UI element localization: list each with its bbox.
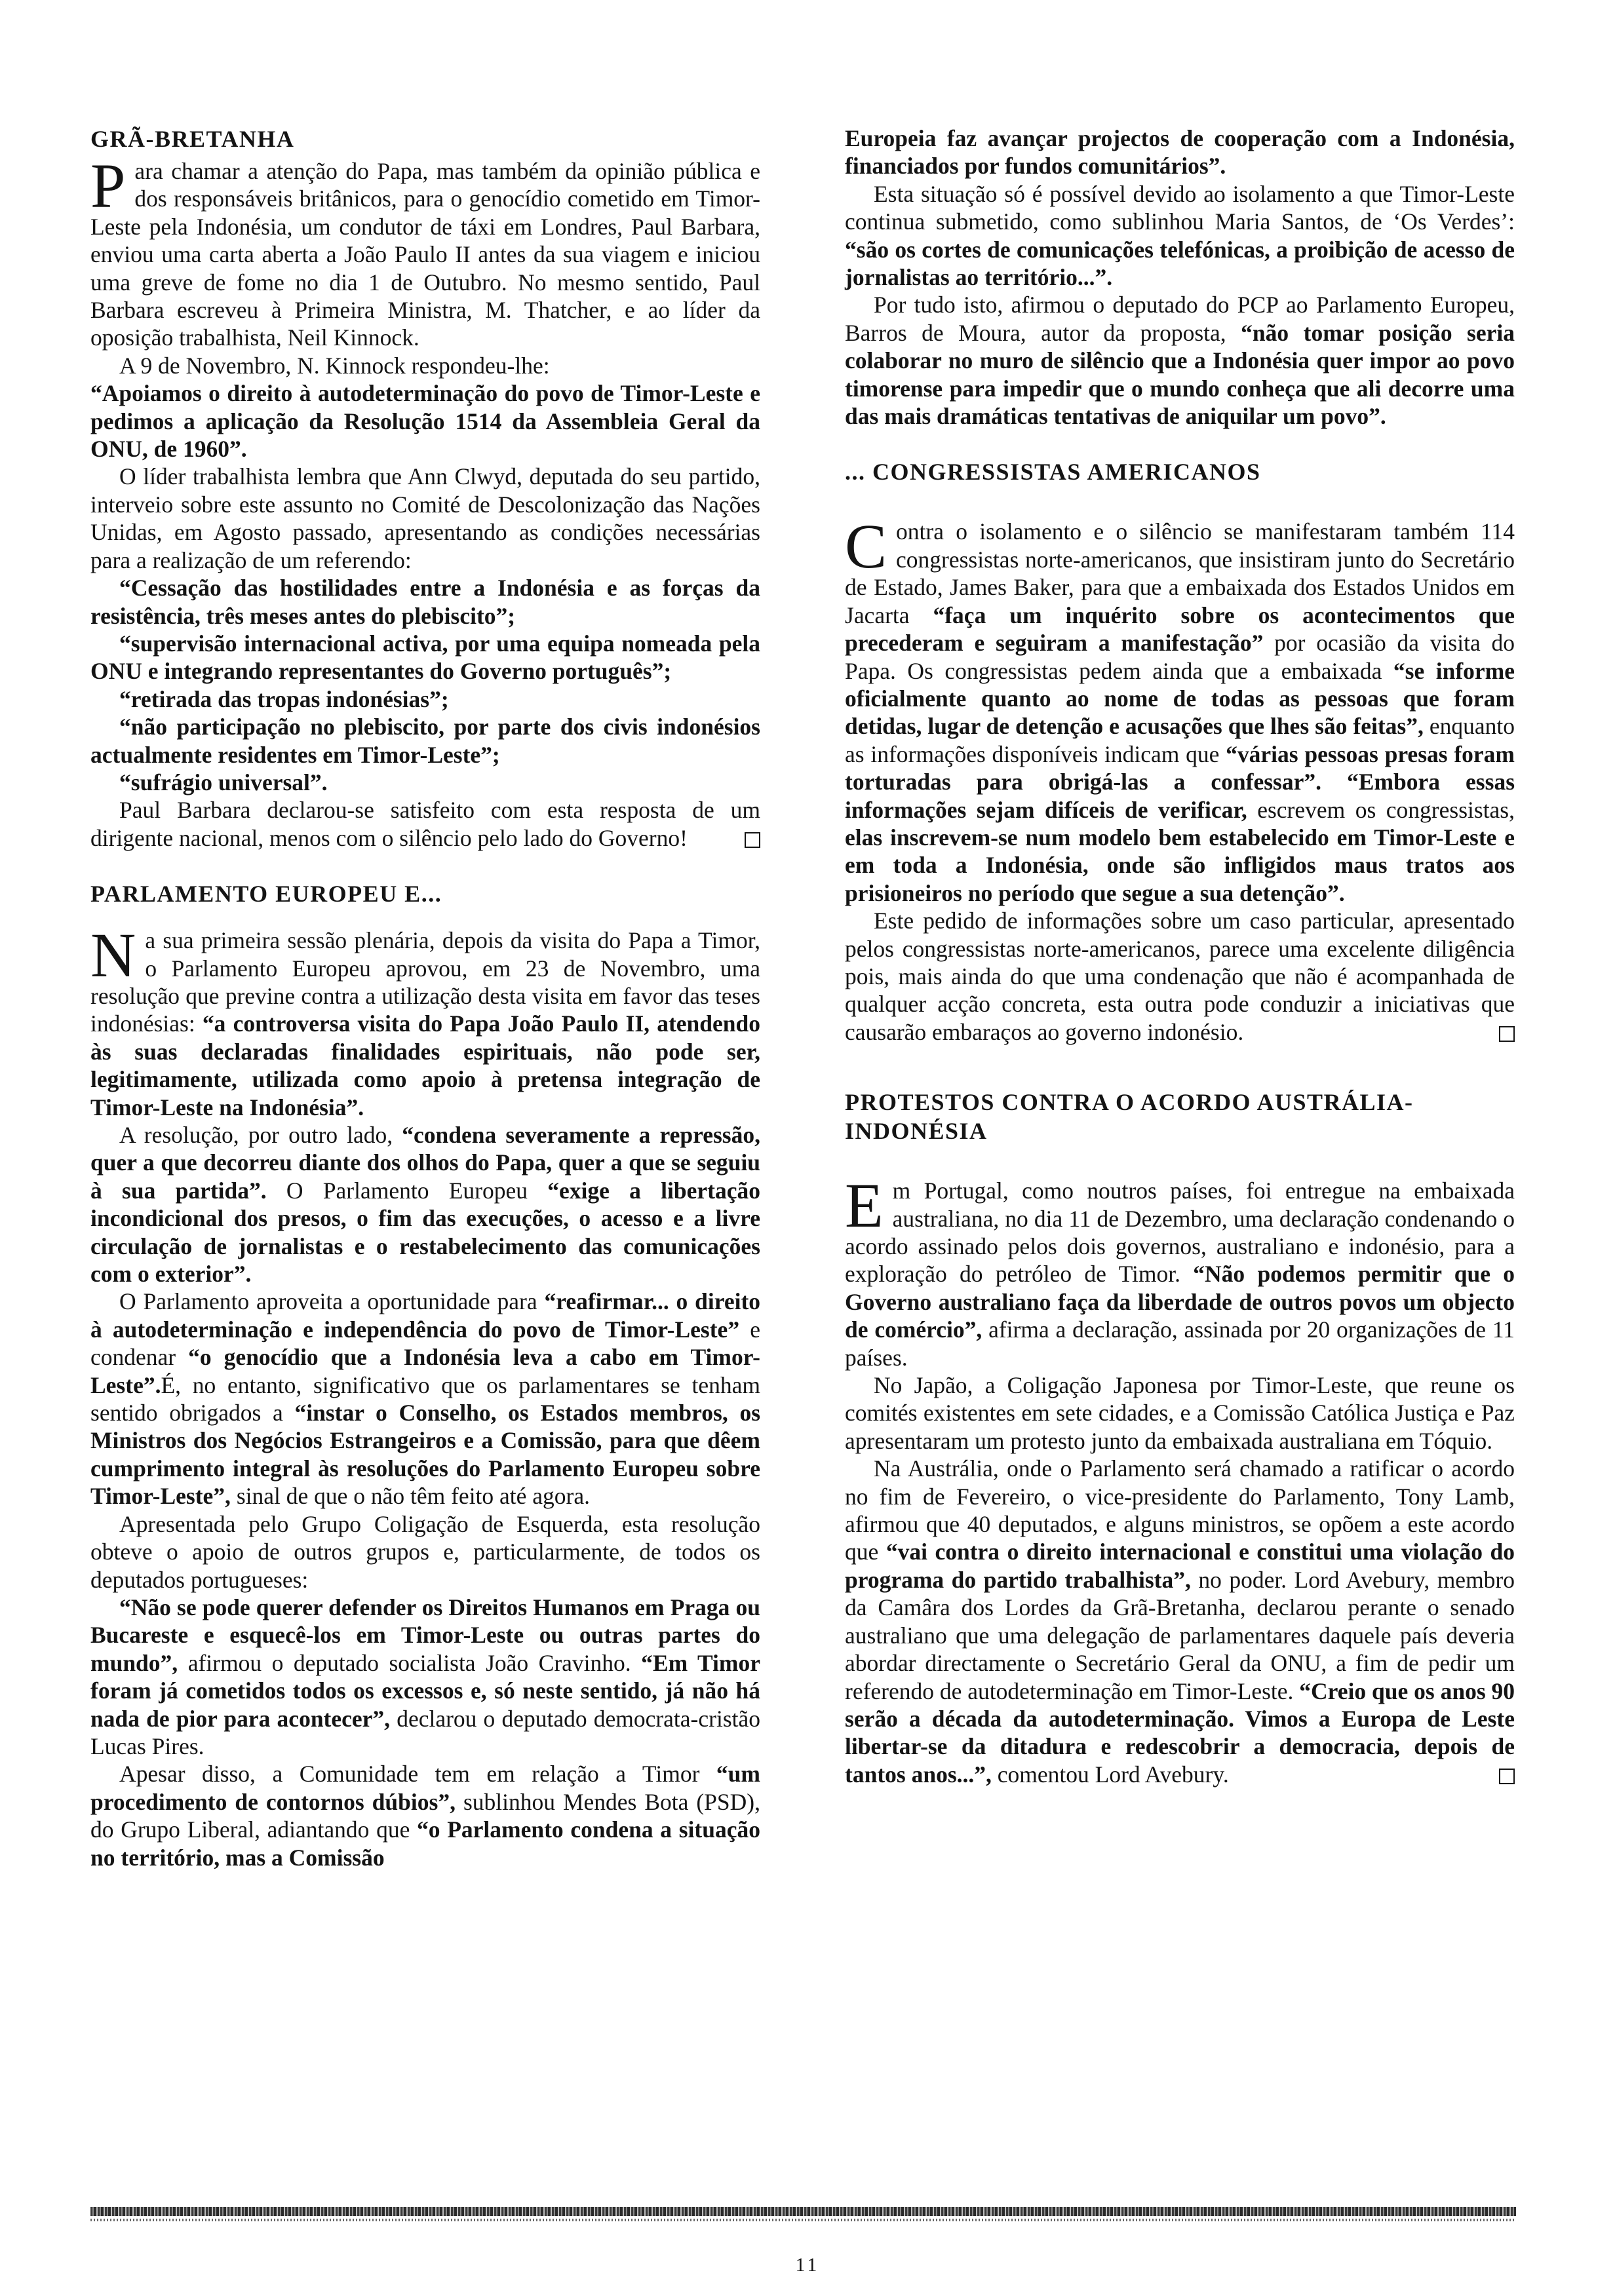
footer-decorative-rule — [90, 2207, 1516, 2216]
quote-item: “retirada das tropas indonésias”; — [119, 685, 449, 712]
paragraph: Apesar disso, a Comunidade tem em relação a Timor “um procedimento de contornos dúbios”, sublinhou Mendes Bota (PSD), do Grupo Liberal, adiantando que “o Parlamento condena a situação no território, mas a Comissão — [90, 1761, 760, 1871]
paragraph: Paul Barbara declarou-se satisfeito com esta resposta de um dirigente nacional, menos com o silêncio pelo lado do Governo! — [90, 797, 760, 851]
footer-decorative-rule-thin — [90, 2219, 1516, 2221]
paragraph-continued: Europeia faz avançar projectos de cooperação com a Indonésia, financiados por fundos comunitários”. — [845, 125, 1515, 180]
paragraph: Este pedido de informações sobre um caso particular, apresentado pelos congressistas norte-americanos, parece uma excelente diligência pois, mais ainda do que uma condenação que não é acompanhada de qualquer acção concreta, esta outra pode conduzir a iniciativas que causarão embaraços ao governo indonésio. — [845, 908, 1515, 1045]
paragraph: No Japão, a Coligação Japonesa por Timor-Leste, que reune os comités existentes em sete cidades, e a Comissão Católica Justiça e Paz apresentaram um protesto junto da embaixada australiana em Tóquio. — [845, 1372, 1515, 1454]
quote-item: “supervisão internacional activa, por uma equipa nomeada pela ONU e integrando representantes do Governo português”; — [90, 630, 760, 685]
paragraph: A 9 de Novembro, N. Kinnock respondeu-lhe: — [119, 352, 550, 379]
drop-cap: E — [845, 1170, 884, 1241]
end-mark-icon — [1499, 1026, 1515, 1042]
end-mark-icon — [1499, 1769, 1515, 1784]
drop-cap: P — [90, 151, 126, 221]
paragraph: Para chamar a atenção do Papa, mas também da opinião pública e dos responsáveis britânicos, para o genocídio cometido em Timor-Leste pela Indonésia, um condutor de táxi em Londres, Paul Barbara, enviou uma carta aberta a João Paulo II antes da sua viagem e iniciou uma greve de fome no dia 1 de Outubro. No mesmo sentido, Paul Barbara escreveu à Primeira Ministra, M. Thatcher, e ao líder da oposição trabalhista, Neil Kinnock. — [90, 151, 760, 351]
heading-gra-bretanha: GRÃ-BRETANHA — [90, 126, 295, 152]
page-number: 11 — [795, 2254, 820, 2276]
paragraph: O líder trabalhista lembra que Ann Clwyd, deputada do seu partido, interveio sobre este assunto no Comité de Descolonização das Nações Unidas, em Agosto passado, apresentando as condições necessárias para a realização de um referendo: — [90, 463, 760, 573]
heading-protestos: PROTESTOS CONTRA O ACORDO AUSTRÁLIA-INDONÉSIA — [845, 1089, 1414, 1145]
quote-paragraph: “Apoiamos o direito à autodeterminação do povo de Timor-Leste e pedimos a aplicação da Resolução 1514 da Assembleia Geral da ONU, de 1960”. — [90, 380, 760, 463]
paragraph: Na sua primeira sessão plenária, depois da visita do Papa a Timor, o Parlamento Europeu aprovou, em 23 de Novembro, uma resolução que previne contra a utilização desta visita em favor das teses indonésias: “a controversa visita do Papa João Paulo II, atendendo às suas declaradas finalidades espirituais, não pode ser, legitimamente, utilizada como apoio à pretensa integração de Timor-Leste na Indonésia”. — [90, 920, 761, 1120]
end-mark-icon — [745, 832, 760, 848]
drop-cap: C — [845, 511, 887, 582]
right-column — [845, 124, 1515, 1788]
heading-congressistas: ... CONGRESSISTAS AMERICANOS — [845, 459, 1261, 486]
quote-item: “sufrágio universal”. — [119, 769, 328, 795]
paragraph: Em Portugal, como noutros países, foi entregue na embaixada australiana, no dia 11 de Dezembro, uma declaração condenando o acordo assinado pelos dois governos, australiano e indonésio, para a exploração do petróleo de Timor. “Não podemos permitir que o Governo australiano faça da liberdade de outros povos um objecto de comércio”, afirma a declaração, assinada por 20 organizações de 11 países. — [845, 1170, 1515, 1371]
paragraph: Por tudo isto, afirmou o deputado do PCP ao Parlamento Europeu, Barros de Moura, autor da proposta, “não tomar posição seria colaborar no muro de silêncio que a Indonésia quer impor ao povo timorense para impedir que o mundo conheça que ali decorre uma das mais dramáticas tentativas de aniquilar um povo”. — [845, 292, 1515, 430]
paragraph: O Parlamento aproveita a oportunidade para “reafirmar... o direito à autodeterminação e independência do povo de Timor-Leste” e condenar “o genocídio que a Indonésia leva a cabo em Timor-Leste”.É, no entanto, significativo que os parlamentares se tenham sentido obrigados a “instar o Conselho, os Estados membros, os Ministros dos Negócios Estrangeiros e a Comissão, para que dêem cumprimento integral às resoluções do Parlamento Europeu sobre Timor-Leste”, sinal de que o não têm feito até agora. — [90, 1288, 761, 1510]
quote-item: “não participação no plebiscito, por parte dos civis indonésios actualmente residentes em Timor-Leste”; — [90, 714, 760, 768]
left-column — [90, 124, 760, 1871]
paragraph: Apresentada pelo Grupo Coligação de Esquerda, esta resolução obteve o apoio de outros grupos e, particularmente, de todos os deputados portugueses: — [90, 1510, 760, 1593]
quote-item: “Cessação das hostilidades entre a Indonésia e as forças da resistência, três meses antes do plebiscito”; — [90, 575, 760, 629]
paragraph: “Não se pode querer defender os Direitos Humanos em Praga ou Bucareste e esquecê-los em Timor-Leste ou outras partes do mundo”, afirmou o deputado socialista João Cravinho. “Em Timor foram já cometidos todos os excessos e, só neste sentido, já não há nada de pior para acontecer”, declarou o deputado democrata-cristão Lucas Pires. — [90, 1594, 761, 1759]
paragraph: Na Austrália, onde o Parlamento será chamado a ratificar o acordo no fim de Fevereiro, o vice-presidente do Parlamento, Tony Lamb, afirmou que 40 deputados, e alguns ministros, se opõem a este acordo que “vai contra o direito internacional e constitui uma violação do programa do partido trabalhista”, no poder. Lord Avebury, membro da Camâra dos Lordes da Grã-Bretanha, declarou perante o senado australiano que uma delegação de parlamentares daquele país deveria abordar directamente o Secretário Geral da ONU, a fim de pedir um referendo de autodeterminação em Timor-Leste. “Creio que os anos 90 serão a década da autodeterminação. Vimos a Europa de Leste libertar-se da ditadura e redescobrir a democracia, depois de tantos anos...”, comentou Lord Avebury. — [845, 1455, 1515, 1788]
paragraph: Contra o isolamento e o silêncio se manifestaram também 114 congressistas norte-americanos, que insistiram junto do Secretário de Estado, James Baker, para que a embaixada dos Estados Unidos em Jacarta “faça um inquérito sobre os acontecimentos que precederam e seguiram a manifestação” por ocasião da visita do Papa. Os congressistas pedem ainda que a embaixada “se informe oficialmente quanto ao nome de todas as pessoas que foram detidas, lugar de detenção e acusações que lhes são feitas”, enquanto as informações disponíveis indicam que “várias pessoas presas foram torturadas para obrigá-las a confessar”. “Embora essas informações sejam difíceis de verificar, escrevem os congressistas, elas inscrevem-se num modelo bem estabelecido em Timor-Leste e em toda a Indonésia, onde são infligidos maus tratos aos prisioneiros no período que segue a sua detenção”. — [845, 511, 1515, 906]
paragraph: Esta situação só é possível devido ao isolamento a que Timor-Leste continua submetido, como sublinhou Maria Santos, de ‘Os Verdes’: “são os cortes de comunicações telefónicas, a proibição de acesso de jornalistas ao território...”. — [845, 180, 1515, 291]
heading-parlamento-europeu: PARLAMENTO EUROPEU E... — [90, 881, 442, 908]
paragraph: A resolução, por outro lado, “condena severamente a repressão, quer a que decorreu diante dos olhos do Papa, quer a que se seguiu à sua partida”. O Parlamento Europeu “exige a libertação incondicional dos presos, o fim das execuções, o acesso e a livre circulação de jornalistas e o restabelecimento das comunicações com o exterior”. — [90, 1122, 760, 1288]
drop-cap: N — [90, 920, 136, 991]
